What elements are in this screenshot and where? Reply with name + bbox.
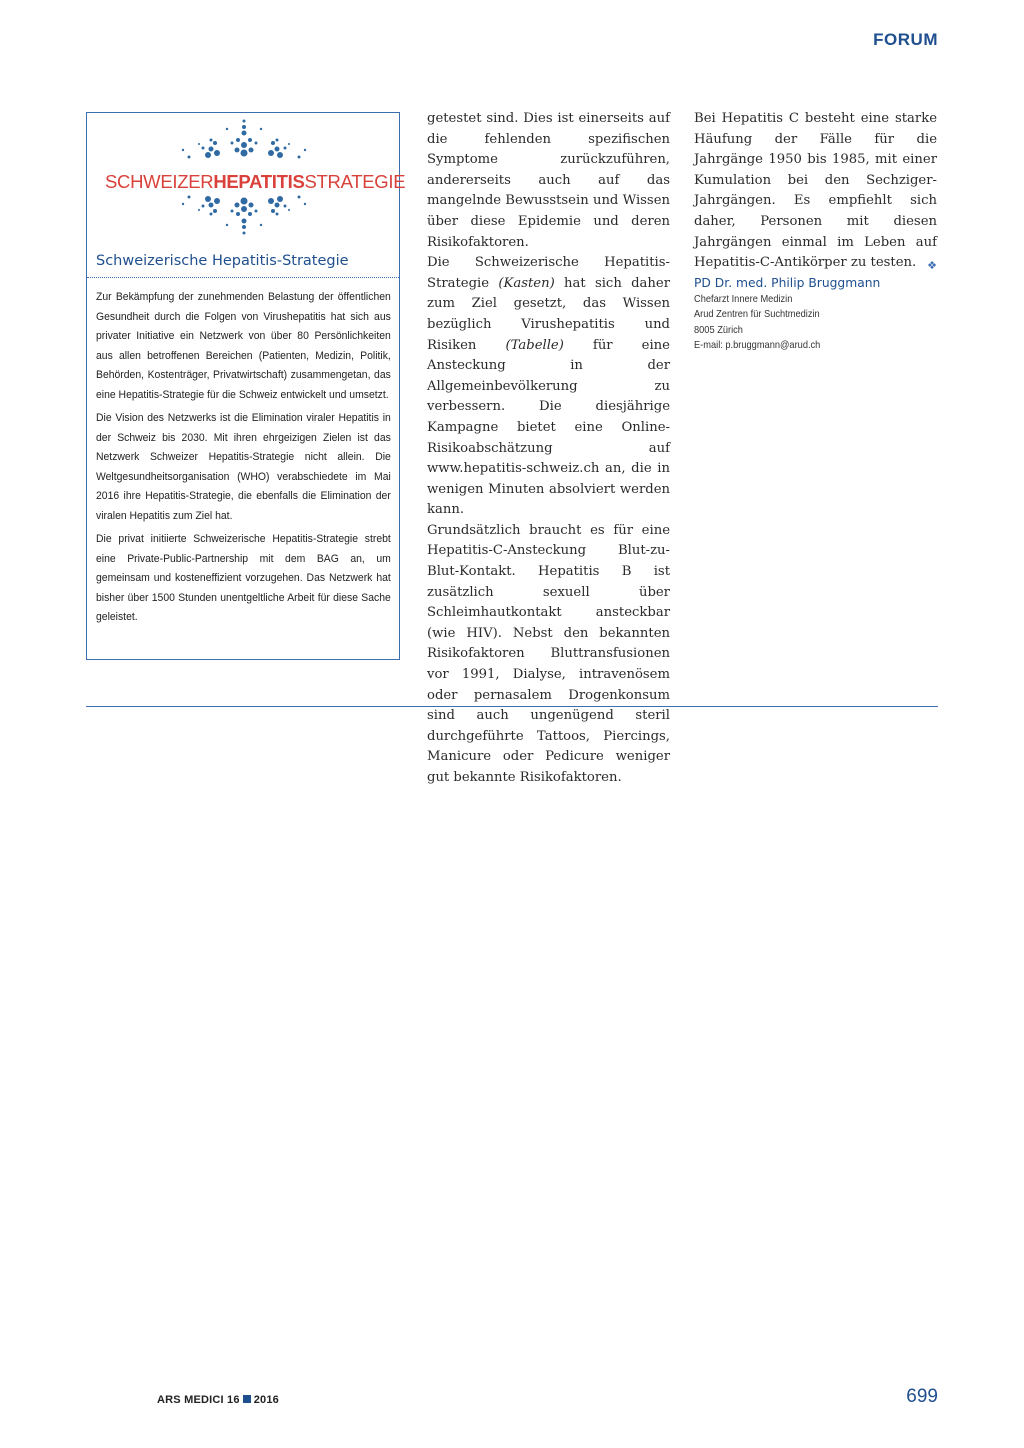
square-separator-icon <box>243 1395 251 1403</box>
journal-footer: ARS MEDICI 16 2016 <box>157 1394 279 1406</box>
box-body <box>96 288 391 632</box>
box-paragraph: Zur Bekämpfung der zunehmenden Belastung der öffentlichen Gesundheit durch die Folgen von Virushepatitis hat sich aus privater Initiative ein Netzwerk von über 80 Persönlichkeiten aus allen betroffenen Bereichen (Patienten, Medizin, Politik, Behörden, Kostenträger, Privatwirtschaft) zusammengetan, das eine Hepatitis-Strategie für die Schweiz entwickelt und umsetzt. <box>96 291 391 401</box>
author-email[interactable]: E-mail: p.bruggmann@arud.ch <box>694 340 821 352</box>
article-paragraph: Grundsätzlich braucht es für eine Hepatitis-C-Ansteckung Blut-zu-Blut-Kontakt. Hepatitis B ist zusätzlich sexuell über Schleimhautkontakt ansteckbar (wie HIV). Nebst den bekannten Risikofaktoren Bluttransfusionen vor 1991, Dialyse, intravenösem oder pernasalem Drogenkonsum sind auch ungenügend steril durchgeführte Tattoos, Piercings, Manicure oder Pedicure weniger gut bekannte Risikofaktoren. <box>427 522 670 785</box>
page-number: 699 <box>906 1386 938 1407</box>
article-paragraph: Bei Hepatitis C besteht eine starke Häufung der Fälle für die Jahrgänge 1950 bis 1985, mit einer Kumulation bei den Sechziger-Jahrgängen. Es empfiehlt sich daher, Personen mit diesen Jahrgängen einmal im Leben auf Hepatitis-C-Antikörper zu testen. ❖ <box>694 109 937 274</box>
info-box <box>86 112 406 660</box>
author-name: PD Dr. med. Philip Bruggmann <box>694 276 881 290</box>
author-block <box>694 276 937 354</box>
hepatitis-strategy-logo <box>87 113 406 243</box>
box-divider <box>87 277 399 278</box>
logo-wordmark: SCHWEIZERHEPATITISSTRATEGIE <box>105 171 406 192</box>
section-label: FORUM <box>873 30 938 49</box>
article-column-3 <box>694 109 937 277</box>
end-of-article-icon: ❖ <box>927 259 937 273</box>
box-title: Schweizerische Hepatitis-Strategie <box>96 253 349 269</box>
article-column-2 <box>427 109 670 789</box>
author-role: Chefarzt Innere Medizin <box>694 294 793 305</box>
article-paragraph: Die Schweizerische Hepatitis-Strategie (Kasten) hat sich daher zum Ziel gesetzt, das Wissen bezüglich Virushepatitis und Risiken (Tabelle) für eine Ansteckung in der Allgemeinbevölkerung zu verbessern. Die diesjährige Kampagne bietet eine Online-Risikoabschätzung auf www.hepatitis-schweiz.ch an, die in wenigen Minuten absolviert werden kann. <box>427 255 670 518</box>
box-paragraph: Die Vision des Netzwerks ist die Elimination viraler Hepatitis in der Schweiz bis 2030. Mit ihren ehrgeizigen Zielen ist das Netzwerk Schweizer Hepatitis-Strategie nicht allein. Die Weltgesundheitsorganisation (WHO) verabschiedete im Mai 2016 ihre Hepatitis-Strategie, die ebenfalls die Elimination der viralen Hepatitis zum Ziel hat. <box>96 412 391 522</box>
author-city: 8005 Zürich <box>694 324 743 336</box>
article-paragraph: getestet sind. Dies ist einerseits auf die fehlenden spezifischen Symptome zurückzuführen, andererseits auch auf das mangelnde Bewusstsein und Wissen über diese Epidemie und deren Risikofaktoren. <box>427 111 670 250</box>
content-divider <box>86 706 938 707</box>
author-organization: Arud Zentren für Suchtmedizin <box>694 309 820 321</box>
box-paragraph: Die privat initiierte Schweizerische Hepatitis-Strategie strebt eine Private-Public-Partnership mit dem BAG an, um gemeinsam und kosteneffizient vorzugehen. Das Netzwerk hat bisher über 1500 Stunden unentgeltliche Arbeit für diese Sache geleistet. <box>96 533 391 623</box>
